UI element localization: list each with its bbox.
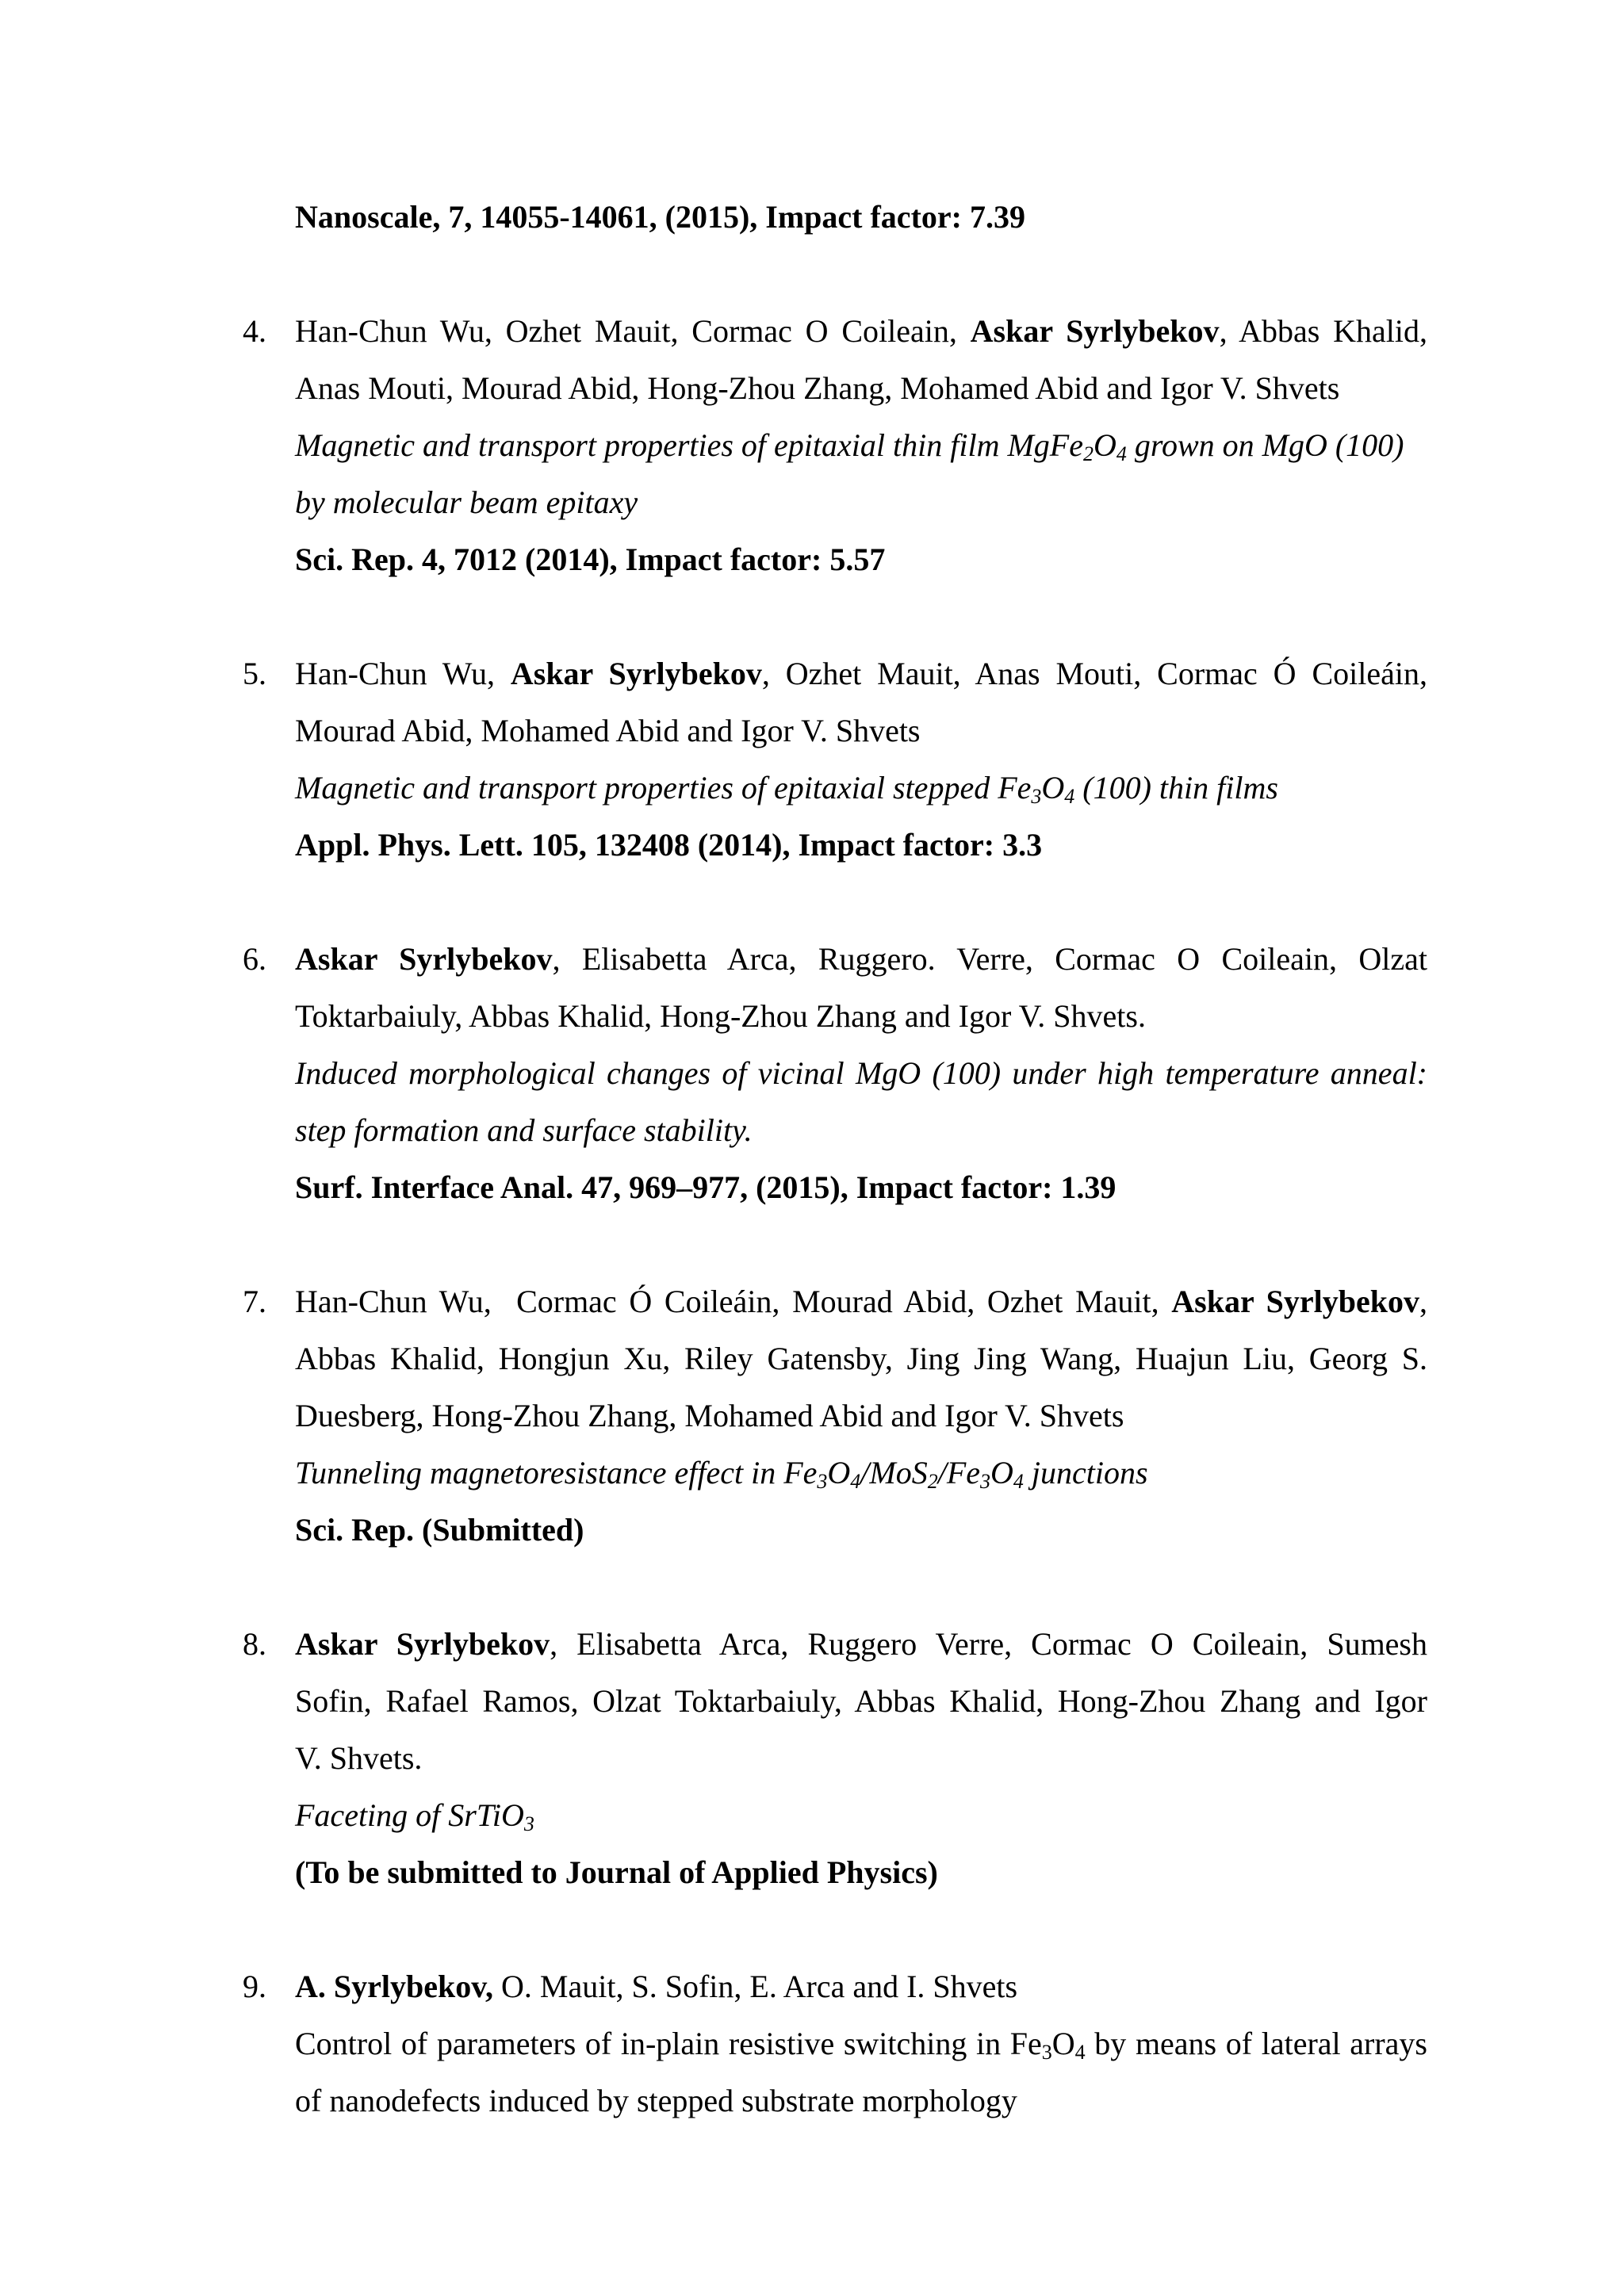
entry-5-title-sub-1: 3 [1031, 785, 1042, 808]
entry-6-title-line-2: step formation and surface stability. [295, 1112, 753, 1148]
entry-4-highlighted-author: Askar Syrlybekov [970, 313, 1220, 349]
entry-9-title-c: by means of lateral arrays [1085, 2026, 1427, 2061]
entry-9-title-line-2: of nanodefects induced by stepped substrate morphology [295, 2083, 1017, 2118]
entry-4-authors-line-1 [295, 311, 1427, 352]
entry-5-title-c: (100) thin films [1074, 770, 1278, 806]
entry-8-journal: (To be submitted to Journal of Applied Physics) [295, 1854, 938, 1890]
entry-7-authors-line-2: Abbas Khalid, Hongjun Xu, Riley Gatensby, Jing Jing Wang, Huajun Liu, Georg S. [295, 1341, 1427, 1376]
entry-9-number: 9. [243, 1969, 266, 2004]
entry-8-title-a: Faceting of SrTiO [295, 1797, 524, 1833]
entry-5-highlighted-author: Askar Syrlybekov [510, 656, 762, 691]
entry-7-title-sub-5: 4 [1013, 1470, 1024, 1493]
entry-6-journal: Surf. Interface Anal. 47, 969–977, (2015), Impact factor: 1.39 [295, 1169, 1116, 1205]
entry-5-number: 5. [243, 656, 266, 691]
entry-9-title-line-1 [295, 2023, 1427, 2064]
entry-6-authors-line-1 [295, 939, 1427, 980]
entry-4-title-line-2: by molecular beam epitaxy [295, 484, 638, 520]
entry-4-title-b: O [1093, 427, 1116, 463]
entry-7-title-a: Tunneling magnetoresistance effect in Fe [295, 1455, 818, 1490]
entry-9-title-a: Control of parameters of in-plain resistive switching in Fe [295, 2026, 1042, 2061]
entry-7-title-b: O [827, 1455, 851, 1490]
entry-5-title [295, 767, 1427, 809]
entry-7-title-sub-3: 2 [927, 1470, 938, 1493]
entry-7-title-d: /Fe [937, 1455, 981, 1490]
entry-7-highlighted-author: Askar Syrlybekov [1171, 1284, 1420, 1319]
entry-7-number: 7. [243, 1284, 266, 1319]
entry-8-authors-line-1 [295, 1624, 1427, 1665]
entry-6-highlighted-author: Askar Syrlybekov [295, 941, 553, 977]
entry-6-authors-b: , Elisabetta Arca, Ruggero. Verre, Cormac O Coileain, Olzat [552, 941, 1427, 977]
entry-4-authors-line-2: Anas Mouti, Mourad Abid, Hong-Zhou Zhang, Mohamed Abid and Igor V. Shvets [295, 370, 1340, 406]
entry-8-authors-b: , Elisabetta Arca, Ruggero Verre, Cormac O Coileain, Sumesh [550, 1626, 1428, 1662]
entry-3-journal: Nanoscale, 7, 14055-14061, (2015), Impact factor: 7.39 [295, 199, 1025, 235]
entry-7-title-sub-2: 4 [850, 1470, 861, 1493]
entry-4-number: 4. [243, 313, 266, 349]
entry-8-authors-line-3: V. Shvets. [295, 1740, 423, 1776]
entry-8-title-sub-1: 3 [523, 1812, 534, 1835]
entry-8-number: 8. [243, 1626, 266, 1662]
entry-8-highlighted-author: Askar Syrlybekov [295, 1626, 550, 1662]
entry-9-title-sub-2: 4 [1074, 2041, 1086, 2064]
entry-4-authors-b: , Abbas Khalid, [1219, 313, 1428, 349]
entry-4-title-c: grown on MgO (100) [1126, 427, 1404, 463]
entry-4-journal: Sci. Rep. 4, 7012 (2014), Impact factor: 5.57 [295, 541, 886, 577]
entry-7-title [295, 1452, 1427, 1494]
entry-5-authors-line-1 [295, 653, 1427, 695]
entry-8-authors-line-2: Sofin, Rafael Ramos, Olzat Toktarbaiuly, Abbas Khalid, Hong-Zhou Zhang and Igor [295, 1683, 1427, 1719]
entry-7-authors-line-3: Duesberg, Hong-Zhou Zhang, Mohamed Abid and Igor V. Shvets [295, 1398, 1124, 1433]
entry-4-title-sub-1: 2 [1082, 442, 1094, 465]
entry-6-authors-line-2: Toktarbaiuly, Abbas Khalid, Hong-Zhou Zhang and Igor V. Shvets. [295, 998, 1146, 1034]
entry-9-title-b: O [1051, 2026, 1075, 2061]
entry-4-title-a: Magnetic and transport properties of epitaxial thin film MgFe [295, 427, 1083, 463]
entry-7-journal: Sci. Rep. (Submitted) [295, 1512, 584, 1548]
entry-6-number: 6. [243, 941, 266, 977]
entry-5-title-b: O [1041, 770, 1065, 806]
entry-5-title-a: Magnetic and transport properties of epitaxial stepped Fe [295, 770, 1032, 806]
entry-7-title-c: /MoS [860, 1455, 928, 1490]
entry-9-title-sub-1: 3 [1041, 2041, 1052, 2064]
entry-7-title-sub-4: 3 [980, 1470, 991, 1493]
entry-4-title-sub-2: 4 [1116, 442, 1127, 465]
entry-5-journal: Appl. Phys. Lett. 105, 132408 (2014), Impact factor: 3.3 [295, 827, 1043, 863]
entry-5-authors-b: , Ozhet Mauit, Anas Mouti, Cormac Ó Coileáin, [761, 656, 1427, 691]
entry-7-title-e: O [990, 1455, 1013, 1490]
entry-7-authors-b: , [1419, 1284, 1428, 1319]
entry-4-title-line-1 [295, 425, 1427, 466]
entry-5-authors-a: Han-Chun Wu, [295, 656, 511, 691]
entry-7-title-f: junctions [1023, 1455, 1148, 1490]
entry-9-authors-b: O. Mauit, S. Sofin, E. Arca and I. Shvets [493, 1969, 1018, 2004]
entry-7-authors-line-1 [295, 1281, 1427, 1322]
entry-5-authors-line-2: Mourad Abid, Mohamed Abid and Igor V. Shvets [295, 713, 921, 748]
entry-5-title-sub-2: 4 [1064, 785, 1075, 808]
entry-7-authors-a: Han-Chun Wu, Cormac Ó Coileáin, Mourad Abid, Ozhet Mauit, [295, 1284, 1172, 1319]
entry-6-title-line-1: Induced morphological changes of vicinal MgO (100) under high temperature anneal: [295, 1055, 1427, 1091]
entry-7-title-sub-1: 3 [817, 1470, 828, 1493]
entry-8-title [295, 1795, 1427, 1836]
entry-9-highlighted-author: A. Syrlybekov, [295, 1969, 494, 2004]
entry-9-authors-line-1 [295, 1966, 1427, 2007]
entry-4-authors-a: Han-Chun Wu, Ozhet Mauit, Cormac O Coileain, [295, 313, 971, 349]
